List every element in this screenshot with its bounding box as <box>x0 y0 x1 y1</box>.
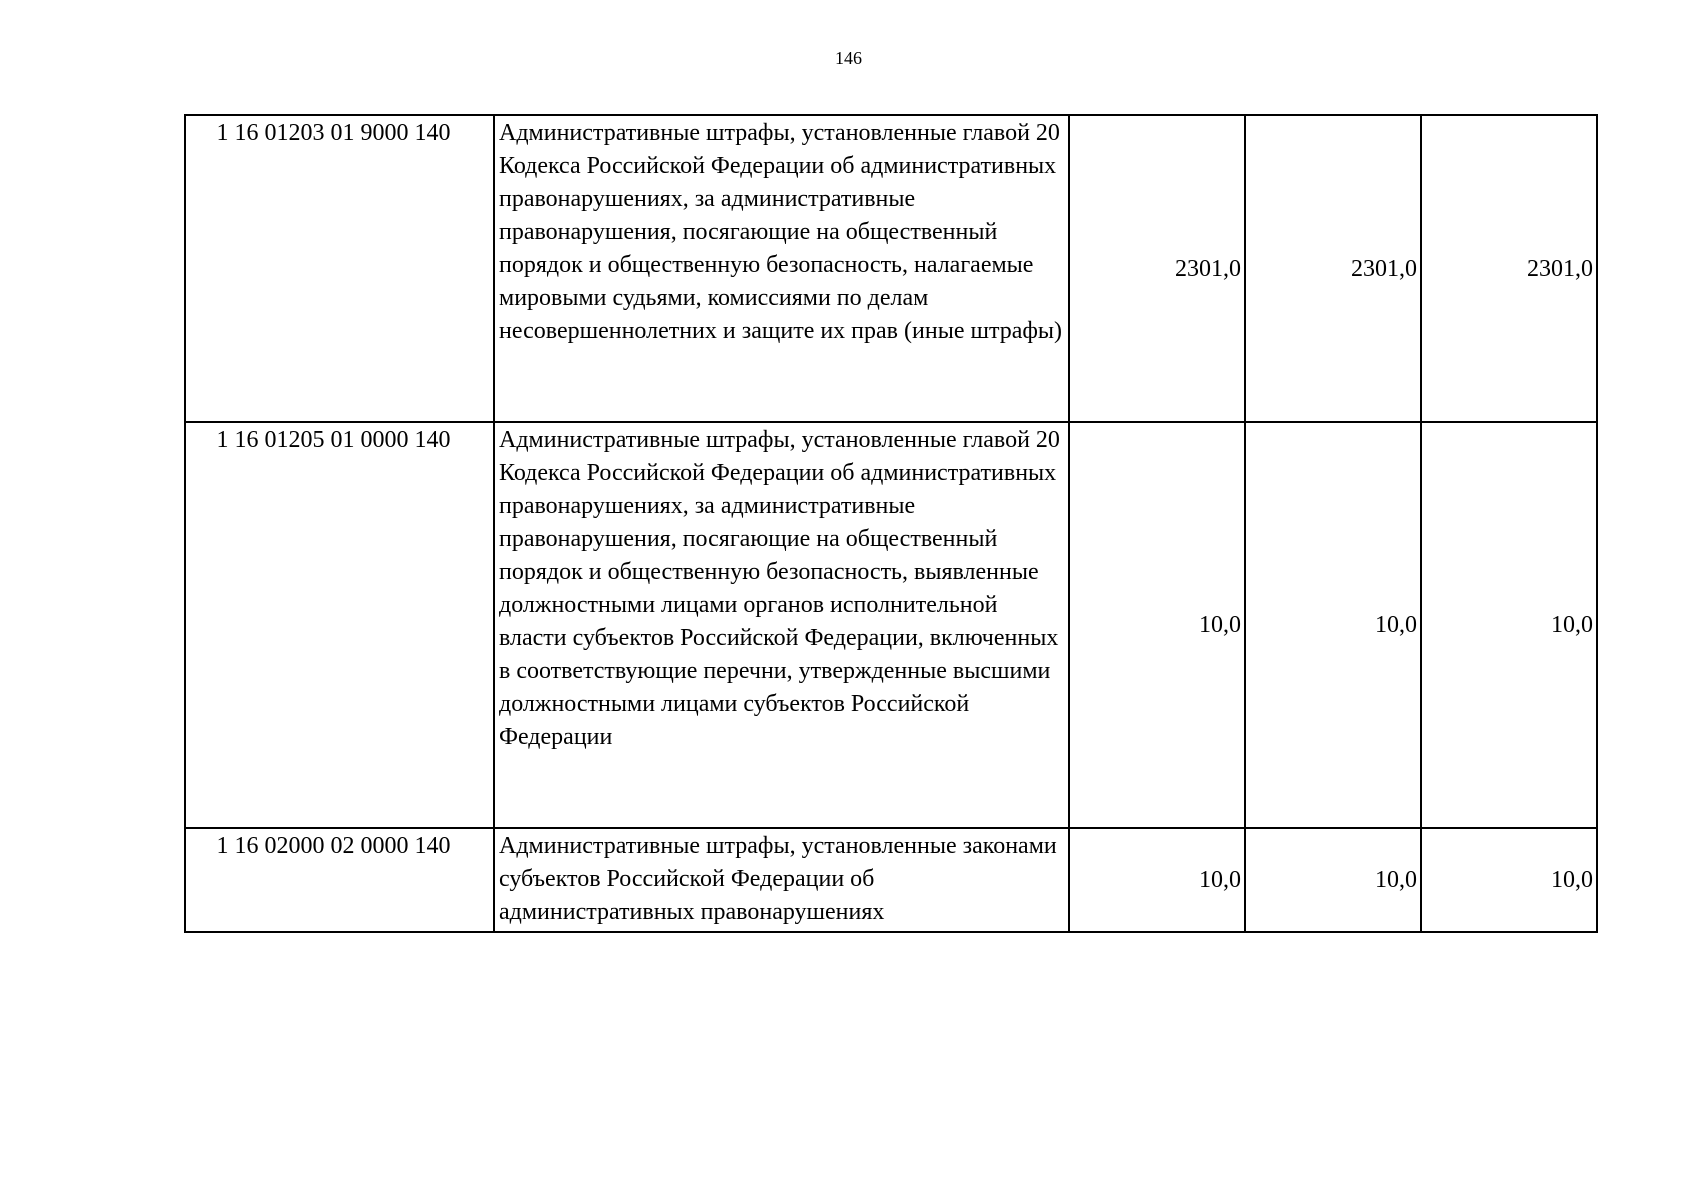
description-cell: Административные штрафы, установленные законами субъектов Российской Федерации об административных правонарушениях <box>494 828 1069 932</box>
value-cell-2: 10,0 <box>1245 828 1421 932</box>
budget-code-cell: 1 16 01205 01 0000 140 <box>185 422 494 828</box>
table-row <box>185 422 1597 828</box>
description-cell: Административные штрафы, установленные главой 20 Кодекса Российской Федерации об административных правонарушениях, за административные правонарушения, посягающие на общественный порядок и общественную безопасность, налагаемые мировыми судьями, комиссиями по делам несовершеннолетних и защите их прав (иные штрафы) <box>494 115 1069 422</box>
budget-code-cell: 1 16 01203 01 9000 140 <box>185 115 494 422</box>
value-cell-1: 10,0 <box>1069 828 1245 932</box>
table-row <box>185 115 1597 422</box>
revenue-table <box>184 114 1598 933</box>
value-cell-3: 10,0 <box>1421 828 1597 932</box>
value-cell-2: 2301,0 <box>1245 115 1421 422</box>
page-number: 146 <box>835 48 862 68</box>
value-cell-1: 2301,0 <box>1069 115 1245 422</box>
description-cell: Административные штрафы, установленные главой 20 Кодекса Российской Федерации об административных правонарушениях, за административные правонарушения, посягающие на общественный порядок и общественную безопасность, выявленные должностными лицами органов исполнительной власти субъектов Российской Федерации, включенных в соответствующие перечни, утвержденные высшими должностными лицами субъектов Российской Федерации <box>494 422 1069 828</box>
value-cell-2: 10,0 <box>1245 422 1421 828</box>
table-row <box>185 828 1597 932</box>
budget-code-cell: 1 16 02000 02 0000 140 <box>185 828 494 932</box>
value-cell-3: 2301,0 <box>1421 115 1597 422</box>
value-cell-3: 10,0 <box>1421 422 1597 828</box>
value-cell-1: 10,0 <box>1069 422 1245 828</box>
